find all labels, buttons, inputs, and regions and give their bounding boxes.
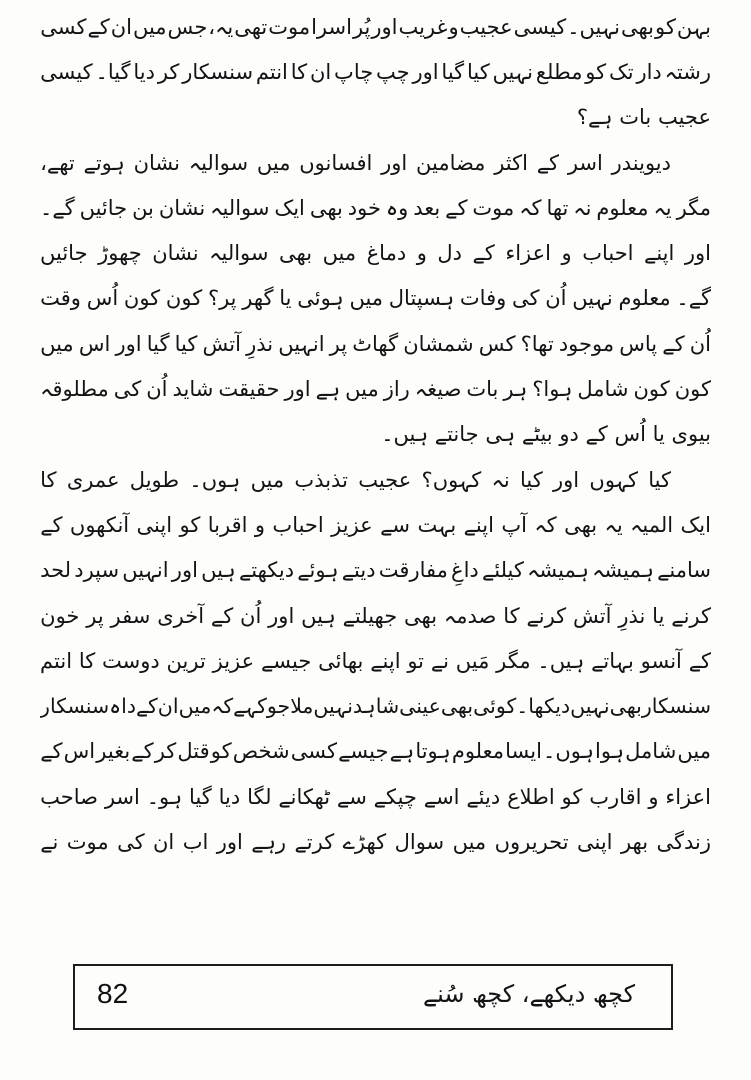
text-line: اعزاء و اقارب کو اطلاع دیئے اسے چپکے سے ٹھکانے لگا دیا گیا ہو۔ اسر صاحب	[40, 784, 711, 809]
text-line: بیوی یا اُس کے دو بیٹے ہی جانتے ہیں۔	[381, 422, 711, 447]
text-line: کے آنسو بہاتے ہیں۔ مگر مَیں نے تو اپنے بھائی جیسے عزیز ترین دوست کا انتم	[40, 648, 711, 673]
text-line: رشتہ دار تک کو مطلع نہیں کیا گیا اور چپ چاپ ان کا انتم سنسکار کر دیا گیا۔ کیسی	[40, 59, 711, 84]
text-line: ایک المیہ یہ بھی کہ آپ اپنے بہت سے عزیز احباب و اقربا کو اپنی آنکھوں کے	[40, 512, 711, 537]
text-line: میں شامل ہوا ہوں۔ ایسا معلوم ہوتا ہے جیسے کسی شخص کو قتل کر کے بغیر اس کے	[40, 739, 711, 764]
text-line: زندگی بھر اپنی تحریروں میں سوال کھڑے کرتے رہے اور اب ان کی موت نے	[40, 829, 711, 854]
text-line: بہن کو بھی نہیں۔ کیسی عجیب و غریب اور پُر اسرا موت تھی یہ، جس میں ان کے کسی	[40, 14, 711, 39]
text-line: کون کون شامل ہوا؟ ہر بات صیغہ راز میں ہے اور حقیقت شاید اُن کی مطلوقہ	[40, 377, 711, 402]
text-line: عجیب بات ہے؟	[576, 105, 711, 130]
text-line: سنسکار بھی نہیں دیکھا۔ کوئی بھی عینی شاہد نہیں ملا جو کہے کہ میں ان کے داہ سنسکار	[40, 694, 711, 719]
page-number: 82	[97, 978, 129, 1009]
text-line: مگر یہ معلوم نہ تھا کہ موت کے بعد وہ خود بھی ایک سوالیہ نشان بن جائیں گے۔	[40, 195, 711, 220]
page-footer	[73, 964, 673, 1030]
text-line: اور اپنے احباب و اعزاء کے دل و دماغ میں بھی سوالیہ نشان چھوڑ جائیں	[40, 241, 711, 266]
text-line: کیا کہوں اور کیا نہ کہوں؟ عجیب تذبذب میں ہوں۔ طویل عمری کا	[40, 467, 671, 492]
text-line: دیویندر اسر کے اکثر مضامین اور افسانوں میں سوالیہ نشان ہوتے تھے،	[40, 150, 671, 175]
text-line: کرنے یا نذرِ آتش کرنے کا صدمہ بھی جھیلتے ہیں اور اُن کے آخری سفر پر خون	[40, 603, 711, 628]
text-line: سامنے ہمیشہ ہمیشہ کیلئے داغِ مفارقت دیتے ہوئے دیکھتے ہیں اور انہیں سپرد لحد	[40, 558, 711, 583]
text-line: اُن کے پاس موجود تھا؟ کس شمشان گھاٹ پر انہیں نذرِ آتش کیا گیا اور اس میں	[40, 331, 711, 356]
text-line: گے۔ معلوم نہیں اُن کی وفات ہسپتال میں ہوئی یا گھر پر؟ کون کون اُس وقت	[40, 286, 711, 311]
body-text	[40, 4, 711, 865]
book-title: کچھ دیکھے، کچھ سُنے	[423, 980, 635, 1008]
